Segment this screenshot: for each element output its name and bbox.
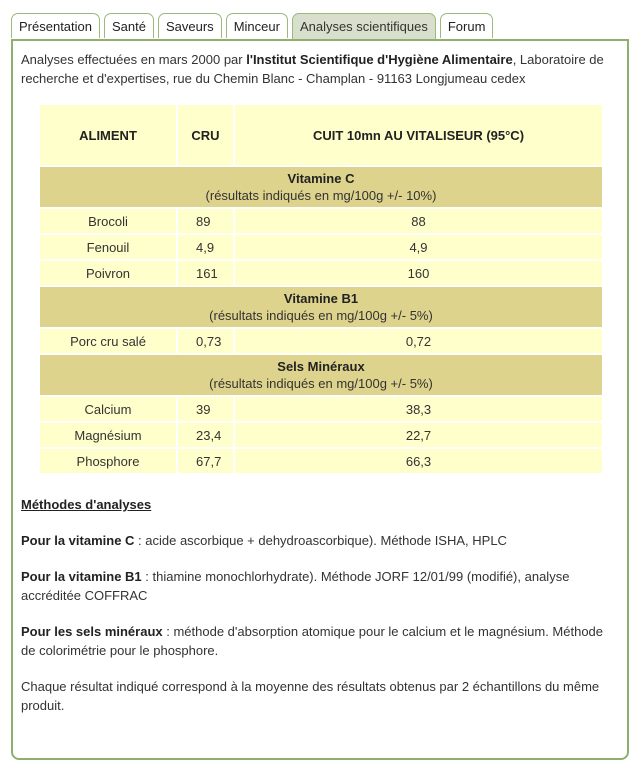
cell-cuit: 88 — [235, 209, 602, 233]
section-row-sels-mineraux — [40, 355, 602, 395]
section-title: Vitamine B1 — [283, 291, 359, 306]
section-row-vitamine-c — [40, 167, 602, 207]
table-row — [40, 423, 602, 447]
method-sels-mineraux — [21, 622, 619, 660]
cell-cru: 23,4 — [178, 423, 233, 447]
analysis-table — [38, 103, 604, 475]
header-cru: CRU — [178, 105, 233, 165]
method-text: : acide ascorbique + dehydroascorbique). Méthode ISHA, HPLC — [134, 533, 507, 548]
methods-conclusion: Chaque résultat indiqué correspond à la moyenne des résultats obtenus par 2 échantillons du même produit. — [21, 679, 600, 713]
method-text: : méthode d'absorption atomique pour le calcium et le magnésium. Méthode de colorimétrie pour le phosphore. — [21, 624, 604, 658]
table-header-row — [40, 105, 602, 165]
cell-cuit: 66,3 — [235, 449, 602, 473]
cell-cuit: 0,72 — [235, 329, 602, 353]
tab-presentation[interactable]: Présentation — [11, 13, 100, 38]
cell-cuit: 4,9 — [235, 235, 602, 259]
table-row — [40, 329, 602, 353]
cell-cuit: 160 — [235, 261, 602, 285]
table-row — [40, 449, 602, 473]
cell-aliment: Poivron — [40, 261, 176, 285]
cell-cru: 67,7 — [178, 449, 233, 473]
cell-cuit: 38,3 — [235, 397, 602, 421]
section-note: (résultats indiqués en mg/100g +/- 5%) — [209, 308, 433, 323]
method-vitamine-c — [21, 531, 619, 550]
table-row — [40, 209, 602, 233]
cell-cru: 39 — [178, 397, 233, 421]
section-title: Sels Minéraux — [277, 359, 365, 374]
section-vitamine-b1 — [40, 287, 602, 327]
section-title: Vitamine C — [287, 171, 355, 186]
cell-aliment: Calcium — [40, 397, 176, 421]
tab-forum[interactable]: Forum — [440, 13, 494, 38]
intro-institute: l'Institut Scientifique d'Hygiène Alimentaire — [246, 52, 513, 67]
method-label: Pour la vitamine B1 — [21, 569, 142, 584]
intro-prefix: Analyses effectuées en mars 2000 par — [21, 52, 247, 67]
table-row — [40, 261, 602, 285]
section-note: (résultats indiqués en mg/100g +/- 5%) — [209, 376, 433, 391]
intro-suffix: , Laboratoire de recherche et d'expertises, rue du Chemin Blanc - Champlan - 91163 Longjumeau cedex — [21, 52, 604, 86]
cell-cru: 0,73 — [178, 329, 233, 353]
section-sels-mineraux — [40, 355, 602, 395]
tab-bar — [11, 13, 493, 40]
table-row — [40, 235, 602, 259]
cell-aliment: Brocoli — [40, 209, 176, 233]
cell-aliment: Phosphore — [40, 449, 176, 473]
tab-sante[interactable]: Santé — [104, 13, 154, 38]
method-vitamine-b1 — [21, 567, 619, 605]
method-text: : thiamine monochlorhydrate). Méthode JORF 12/01/99 (modifié), analyse accréditée COFFRAC — [21, 569, 570, 603]
tab-saveurs[interactable]: Saveurs — [158, 13, 222, 38]
tab-minceur[interactable]: Minceur — [226, 13, 288, 38]
cell-cuit: 22,7 — [235, 423, 602, 447]
cell-aliment: Porc cru salé — [40, 329, 176, 353]
table-row — [40, 397, 602, 421]
methods-section — [21, 495, 619, 715]
content-panel — [11, 39, 629, 760]
header-cuit: CUIT 10mn AU VITALISEUR (95°C) — [235, 105, 602, 165]
tab-analyses-scientifiques[interactable]: Analyses scientifiques — [292, 13, 436, 40]
section-vitamine-c — [40, 167, 602, 207]
method-label: Pour la vitamine C — [21, 533, 135, 548]
cell-cru: 4,9 — [178, 235, 233, 259]
intro-text — [21, 50, 619, 88]
cell-aliment: Magnésium — [40, 423, 176, 447]
section-note: (résultats indiqués en mg/100g +/- 10%) — [205, 188, 437, 203]
cell-aliment: Fenouil — [40, 235, 176, 259]
section-row-vitamine-b1 — [40, 287, 602, 327]
methods-title: Méthodes d'analyses — [21, 497, 152, 512]
cell-cru: 89 — [178, 209, 233, 233]
cell-cru: 161 — [178, 261, 233, 285]
header-aliment: ALIMENT — [40, 105, 176, 165]
method-label: Pour les sels minéraux — [21, 624, 163, 639]
